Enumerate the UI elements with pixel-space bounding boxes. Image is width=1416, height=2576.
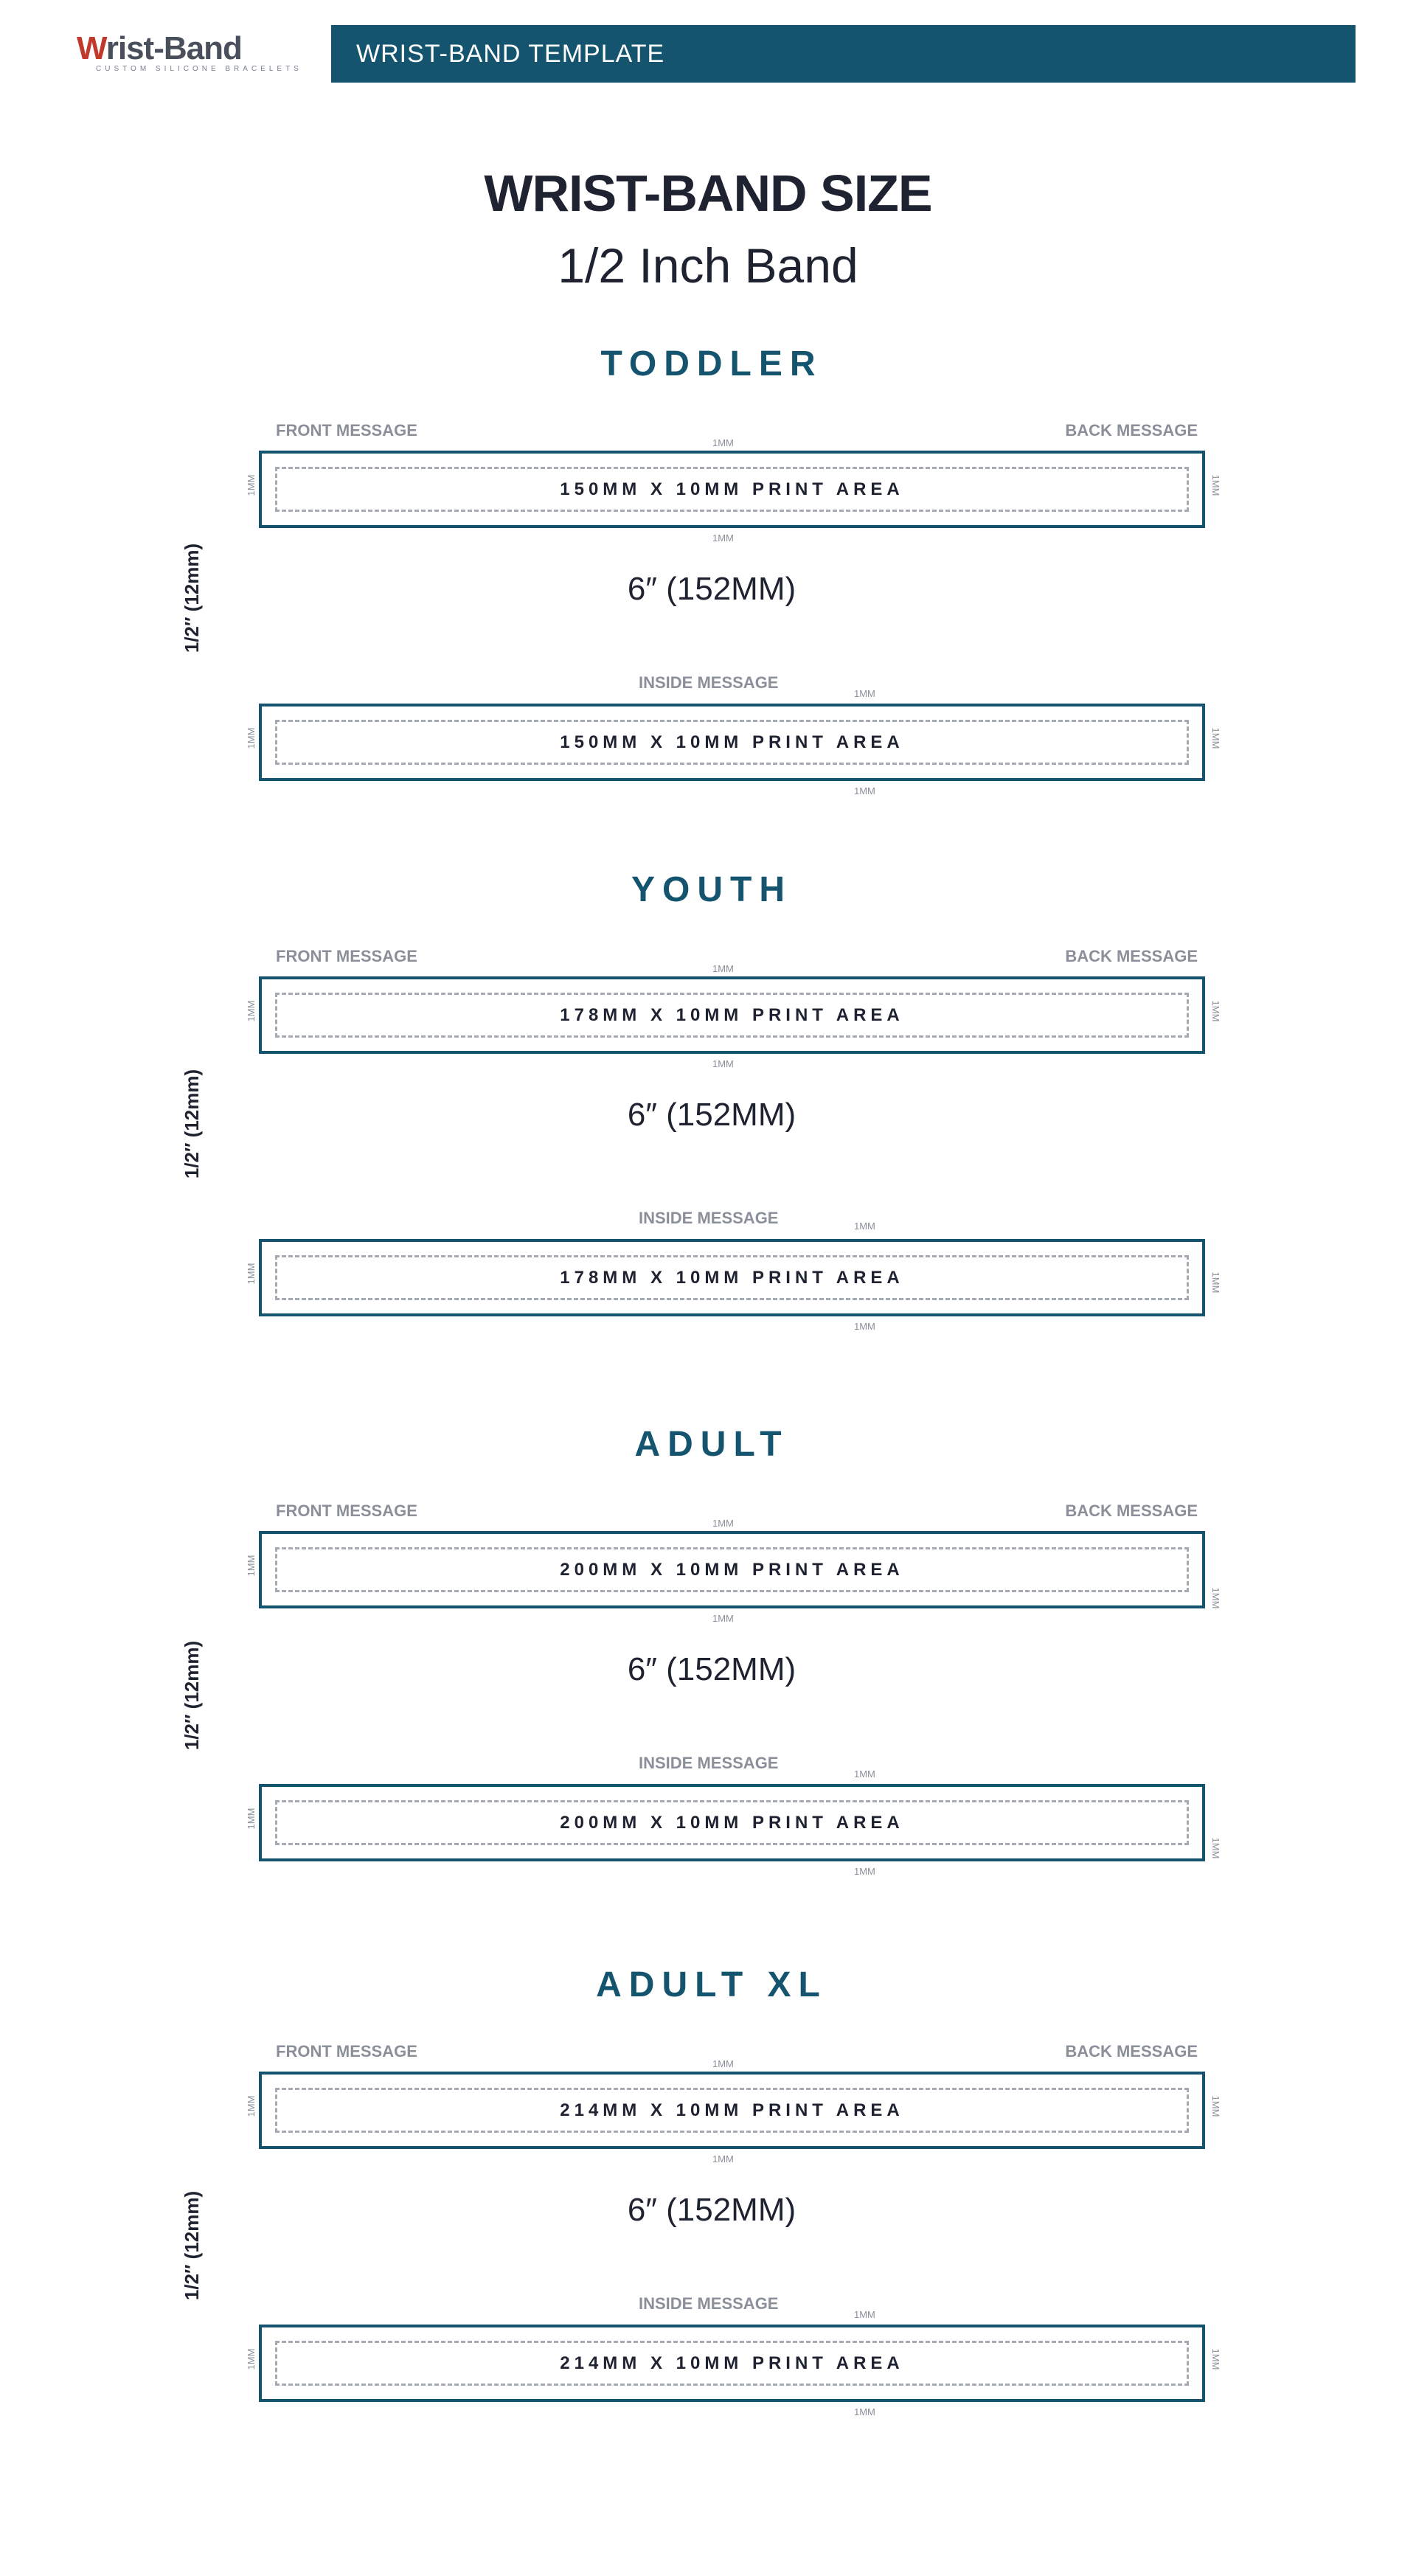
logo-initial: W (77, 30, 106, 66)
band-length: 6″ (152MM) (627, 1651, 796, 1687)
size-section-toddler (0, 344, 1416, 816)
margin-label-top: 1MM (712, 963, 734, 974)
inside-message-label: INSIDE MESSAGE (639, 1209, 779, 1227)
back-message-label: BACK MESSAGE (1065, 1501, 1198, 1520)
print-area: 178MM X 10MM PRINT AREA (275, 1255, 1189, 1300)
header-banner (331, 25, 1356, 83)
margin-label-top: 1MM (712, 2058, 734, 2069)
margin-label-left: 1MM (246, 1808, 257, 1830)
margin-label-bottom: 1MM (854, 785, 875, 796)
banner-title: WRIST-BAND TEMPLATE (356, 40, 665, 68)
margin-label-right: 1MM (1210, 1000, 1221, 1022)
outer-band (259, 451, 1205, 528)
margin-label-left: 1MM (246, 2348, 257, 2370)
back-message-label: BACK MESSAGE (1065, 421, 1198, 440)
band-width-label: 1/2″ (12mm) (181, 1640, 203, 1751)
margin-label-left: 1MM (246, 1263, 257, 1285)
margin-label-bottom: 1MM (712, 532, 734, 544)
margin-label-top: 1MM (712, 1518, 734, 1529)
print-area: 214MM X 10MM PRINT AREA (275, 2088, 1189, 2133)
margin-label-right: 1MM (1210, 474, 1221, 496)
band-width-label: 1/2″ (12mm) (181, 1069, 203, 1179)
print-area: 200MM X 10MM PRINT AREA (275, 1800, 1189, 1845)
section-title: YOUTH (631, 870, 792, 909)
margin-label-right: 1MM (1210, 1271, 1221, 1294)
inside-band (259, 704, 1205, 781)
margin-label-bottom: 1MM (712, 1613, 734, 1624)
margin-label-top: 1MM (854, 688, 875, 699)
inside-band (259, 1239, 1205, 1316)
margin-label-top: 1MM (854, 2309, 875, 2320)
section-title: ADULT (634, 1425, 789, 1464)
print-area: 150MM X 10MM PRINT AREA (275, 467, 1189, 512)
margin-label-bottom: 1MM (712, 2153, 734, 2164)
inside-band (259, 2325, 1205, 2402)
front-message-label: FRONT MESSAGE (276, 1501, 417, 1520)
outer-band (259, 2072, 1205, 2149)
logo-text: rist-Band (105, 30, 242, 66)
print-area: 150MM X 10MM PRINT AREA (275, 720, 1189, 765)
inside-message-label: INSIDE MESSAGE (639, 673, 779, 692)
back-message-label: BACK MESSAGE (1065, 947, 1198, 965)
outer-band (259, 976, 1205, 1054)
margin-label-left: 1MM (246, 1000, 257, 1022)
margin-label-bottom: 1MM (712, 1058, 734, 1069)
band-length: 6″ (152MM) (627, 1097, 796, 1133)
print-area: 178MM X 10MM PRINT AREA (275, 993, 1189, 1038)
margin-label-bottom: 1MM (854, 1321, 875, 1332)
margin-label-right: 1MM (1210, 2095, 1221, 2117)
print-area: 200MM X 10MM PRINT AREA (275, 1547, 1189, 1592)
margin-label-right: 1MM (1210, 1837, 1221, 1859)
page-title: WRIST-BAND SIZE (484, 164, 932, 222)
margin-label-left: 1MM (246, 2095, 257, 2117)
inside-band (259, 1784, 1205, 1861)
margin-label-bottom: 1MM (854, 1866, 875, 1877)
logo-wordmark (77, 31, 242, 66)
front-message-label: FRONT MESSAGE (276, 421, 417, 440)
size-section-adult-xl (0, 1965, 1416, 2437)
inside-message-label: INSIDE MESSAGE (639, 1754, 779, 1772)
margin-label-left: 1MM (246, 727, 257, 749)
margin-label-right: 1MM (1210, 727, 1221, 749)
margin-label-left: 1MM (246, 474, 257, 496)
margin-label-top: 1MM (854, 1221, 875, 1232)
margin-label-top: 1MM (712, 437, 734, 448)
front-message-label: FRONT MESSAGE (276, 2042, 417, 2061)
margin-label-bottom: 1MM (854, 2406, 875, 2417)
margin-label-left: 1MM (246, 1555, 257, 1577)
margin-label-right: 1MM (1210, 2348, 1221, 2370)
band-length: 6″ (152MM) (627, 2192, 796, 2228)
band-width-label: 1/2″ (12mm) (181, 2190, 203, 2301)
page-subtitle: 1/2 Inch Band (558, 238, 858, 293)
print-area: 214MM X 10MM PRINT AREA (275, 2341, 1189, 2386)
margin-label-top: 1MM (854, 1768, 875, 1780)
band-width-label: 1/2″ (12mm) (181, 543, 203, 653)
back-message-label: BACK MESSAGE (1065, 2042, 1198, 2061)
margin-label-right: 1MM (1210, 1587, 1221, 1609)
logo-tagline: CUSTOM SILICONE BRACELETS (96, 65, 302, 73)
band-length: 6″ (152MM) (627, 571, 796, 607)
size-section-youth (0, 869, 1416, 1341)
front-message-label: FRONT MESSAGE (276, 947, 417, 965)
brand-logo (77, 30, 302, 77)
inside-message-label: INSIDE MESSAGE (639, 2294, 779, 2313)
size-section-adult (0, 1424, 1416, 1896)
outer-band (259, 1531, 1205, 1608)
section-title: TODDLER (600, 344, 823, 383)
section-title: ADULT XL (596, 1965, 827, 2004)
